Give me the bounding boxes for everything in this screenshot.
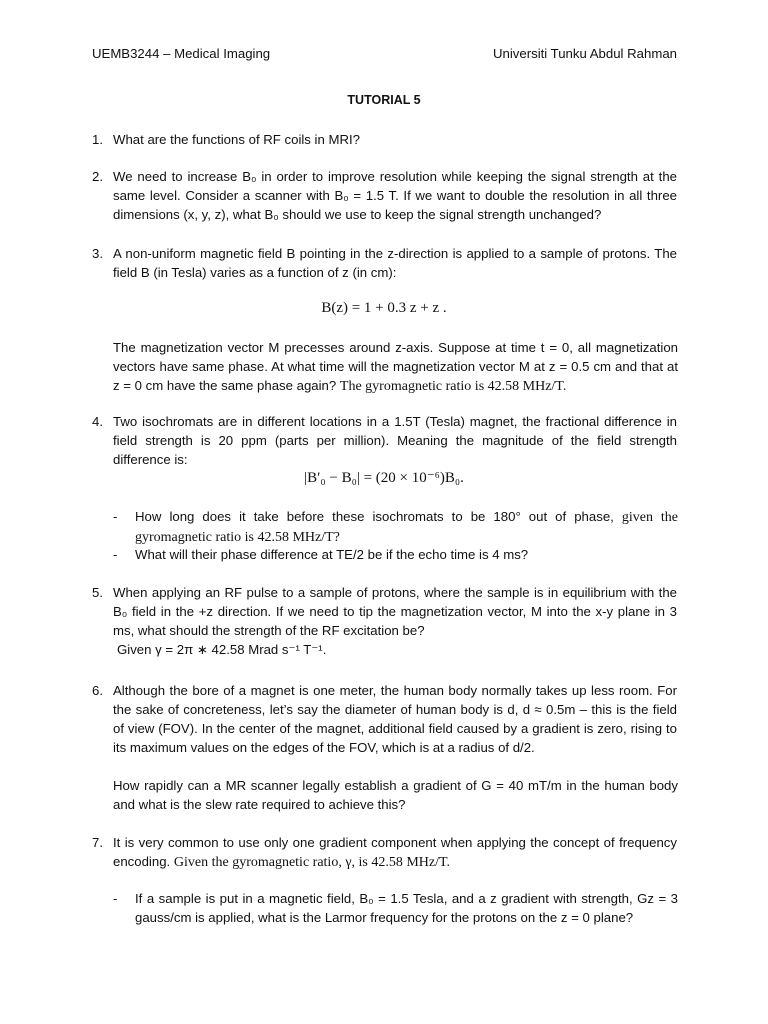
bullet-dash: - (113, 509, 118, 524)
question-text-serif: Given the gyromagnetic ratio, γ, is 42.58 MHz/T. (173, 855, 451, 870)
question-number: 5. (92, 585, 103, 600)
question-4-sub-2 (113, 545, 678, 564)
question-4 (92, 412, 677, 469)
question-text: Two isochromats are in different locations in a 1.5T (Tesla) magnet, the fractional difference in field strength is 20 ppm (parts per million). Meaning the magnitude of the field strength difference is: (113, 414, 677, 467)
question-5 (92, 583, 677, 640)
question-text: Although the bore of a magnet is one meter, the human body normally takes up less room. For the sake of concreteness, let’s say the diameter of human body is d, d ≈ 0.5m – this is the field of view (FOV). In the center of the magnet, additional field caused by a gradient is zero, rising to its maximum values on the edges of the FOV, which is at a radius of d/2. (113, 683, 677, 755)
tutorial-title: TUTORIAL 5 (347, 93, 421, 107)
question-text: What are the functions of RF coils in MRI? (113, 132, 360, 147)
question-number: 7. (92, 835, 103, 850)
question-6-followup: How rapidly can a MR scanner legally establish a gradient of G = 40 mT/m in the human body and what is the slew rate required to achieve this? (113, 778, 678, 812)
sub-text: If a sample is put in a magnetic field, B₀ = 1.5 Tesla, and a z gradient with strength, Gz = 3 gauss/cm is applied, what is the Larmor frequency for the protons on the z = 0 plane? (135, 891, 678, 925)
question-4-sub-1 (113, 507, 678, 547)
question-1 (92, 130, 677, 149)
question-text: When applying an RF pulse to a sample of protons, where the sample is in equilibrium with the B₀ field in the +z direction. If we need to tip the magnetization vector, M into the x-y plane in 3 ms, what should the strength of the RF excitation be? (113, 585, 677, 638)
question-6 (92, 681, 677, 757)
question-number: 4. (92, 414, 103, 429)
header-course: UEMB3244 – Medical Imaging (92, 46, 271, 61)
question-text: A non-uniform magnetic field B pointing in the z-direction is applied to a sample of protons. The field B (in Tesla) varies as a function of z (in cm): (113, 246, 677, 280)
question-number: 6. (92, 683, 103, 698)
sub-text: What will their phase difference at TE/2 be if the echo time is 4 ms? (135, 547, 529, 562)
bullet-dash: - (113, 547, 118, 562)
sub-text-serif: given the gyromagnetic ratio is 42.58 MHz/T? (135, 510, 678, 545)
question-number: 3. (92, 246, 103, 261)
question-7-sub-1 (113, 889, 678, 927)
followup-gyromagnetic: The gyromagnetic ratio is 42.58 MHz/T. (339, 379, 567, 394)
header-university: Universiti Tunku Abdul Rahman (493, 46, 677, 61)
question-number: 2. (92, 169, 103, 184)
equation-field-difference: |B′₀ − B₀| = (20 × 10⁻⁶)B₀. (304, 470, 464, 486)
question-5-given: Given γ = 2π ∗ 42.58 Mrad s⁻¹ T⁻¹. (117, 642, 327, 657)
question-3 (92, 244, 677, 282)
question-text: We need to increase B₀ in order to improve resolution while keeping the signal strength at the same level. Consider a scanner with B₀ = 1.5 T. If we want to double the resolution in all three dimensions (x, y, z), what B₀ should we use to keep the signal strength unchanged? (113, 169, 677, 222)
question-7 (92, 833, 677, 872)
question-3-followup (113, 338, 678, 396)
equation-field-function: B(z) = 1 + 0.3 z + z . (321, 300, 447, 316)
question-2 (92, 167, 677, 224)
followup-text: The magnetization vector M precesses around z-axis. Suppose at time t = 0, all magnetization vectors have same phase. At what time will the magnetization vector M at z = 0.5 cm and that at z = 0 cm have the same phase again? (113, 340, 678, 393)
bullet-dash: - (113, 891, 118, 906)
sub-text: How long does it take before these isochromats to be 180° out of phase, (135, 509, 614, 524)
question-number: 1. (92, 132, 103, 147)
question-text: It is very common to use only one gradient component when applying the concept of frequency encoding. (113, 835, 677, 869)
